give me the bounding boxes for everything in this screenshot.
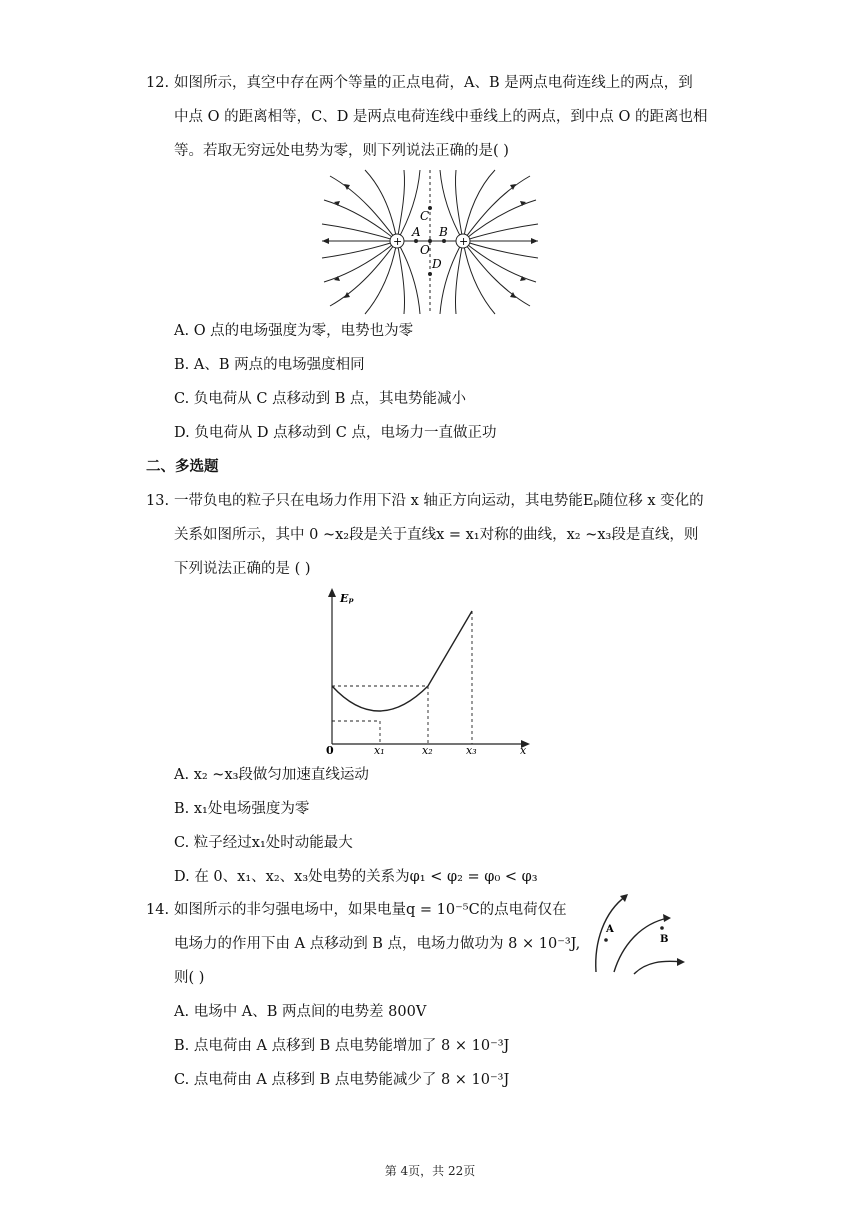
y-axis-label: Eₚ <box>340 592 354 605</box>
field-lines-figure <box>320 168 542 316</box>
label-C: C <box>420 209 430 223</box>
question-14-stem-line-1: 如图所示的非匀强电场中，如果电量q = 10⁻⁵C的点电荷仅在 <box>174 902 567 918</box>
question-14-option-b: B. 点电荷由 A 点移到 B 点电势能增加了 8 × 10⁻³J <box>174 1038 510 1054</box>
origin-label: 0 <box>326 744 334 756</box>
question-12-option-a: A. O 点的电场强度为零，电势也为零 <box>174 323 414 339</box>
tick-x3: x₃ <box>466 744 477 756</box>
question-13-option-a: A. x₂ ~x₃段做匀加速直线运动 <box>174 767 369 783</box>
parabola-curve <box>332 686 428 711</box>
question-12-stem-line-2: 中点 O 的距离相等，C、D 是两点电荷连线中垂线上的两点，到中点 O 的距离也相 <box>174 109 708 125</box>
question-14-stem-line-3: 则( ) <box>174 970 205 986</box>
right-charge-sign: + <box>459 235 469 248</box>
ep-x-graph <box>322 586 534 756</box>
tick-x2: x₂ <box>422 744 433 756</box>
question-12-stem-line-3: 等。若取无穷远处电势为零，则下列说法正确的是( ) <box>174 143 509 159</box>
question-12-option-c: C. 负电荷从 C 点移动到 B 点，其电势能减小 <box>174 391 466 407</box>
question-14-stem-line-2: 电场力的作用下由 A 点移动到 B 点，电场力做功为 8 × 10⁻³J, <box>174 936 581 952</box>
page-footer: 第 4页，共 22页 <box>384 1164 476 1178</box>
label-D: D <box>432 257 442 271</box>
left-charge-sign: + <box>393 235 403 248</box>
question-13-stem-line-2: 关系如图所示，其中 0 ~x₂段是关于直线x = x₁对称的曲线，x₂ ~x₃段是直线，则 <box>174 527 699 543</box>
tick-x1: x₁ <box>374 744 385 756</box>
question-13-option-d: D. 在 0、x₁、x₂、x₃处电势的关系为φ₁ < φ₂ = φ₀ < φ₃ <box>174 869 538 885</box>
section-title: 二、多选题 <box>146 458 219 475</box>
point-A-label: A <box>606 924 614 935</box>
question-13-option-b: B. x₁处电场强度为零 <box>174 801 310 817</box>
question-13-stem-line-3: 下列说法正确的是 ( ) <box>174 561 311 577</box>
question-14-number: 14. <box>146 902 170 918</box>
label-O: O <box>420 243 430 257</box>
point-B-label: B <box>660 934 669 945</box>
question-13-option-c: C. 粒子经过x₁处时动能最大 <box>174 835 353 851</box>
nonuniform-field-figure <box>590 892 690 976</box>
question-12-stem-line-1: 如图所示，真空中存在两个等量的正点电荷，A、B 是两点电荷连线上的两点，到 <box>174 75 693 91</box>
question-12-option-b: B. A、B 两点的电场强度相同 <box>174 357 365 373</box>
question-12-option-d: D. 负电荷从 D 点移动到 C 点，电场力一直做正功 <box>174 425 497 441</box>
question-14-option-c: C. 点电荷由 A 点移到 B 点电势能减少了 8 × 10⁻³J <box>174 1072 510 1088</box>
x-axis-label: x <box>520 744 527 756</box>
question-14-option-a: A. 电场中 A、B 两点间的电势差 800V <box>174 1004 427 1020</box>
label-A: A <box>412 225 421 239</box>
question-12-number: 12. <box>146 75 170 91</box>
label-B: B <box>439 225 448 239</box>
linear-segment <box>428 611 472 686</box>
question-13-number: 13. <box>146 493 170 509</box>
question-13-stem-line-1: 一带负电的粒子只在电场力作用下沿 x 轴正方向运动，其电势能Eₚ随位移 x 变化的 <box>174 493 704 509</box>
